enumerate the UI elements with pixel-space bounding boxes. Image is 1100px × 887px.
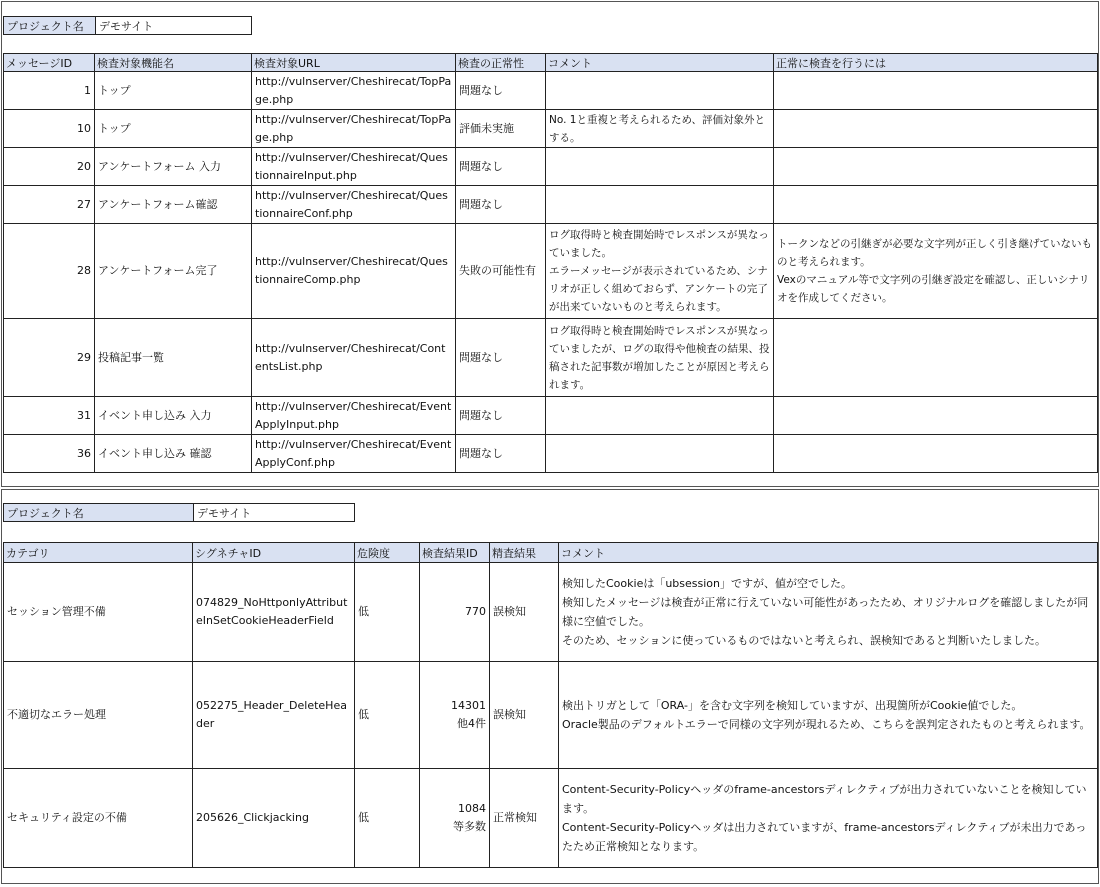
- project-info-2: [3, 503, 355, 522]
- project-info-1: [3, 16, 252, 35]
- message-id: 1: [4, 72, 95, 110]
- message-id: 27: [4, 186, 95, 224]
- status: 問題なし: [456, 435, 546, 473]
- header-comment: コメント: [559, 543, 1098, 563]
- table-row: [4, 148, 1098, 186]
- fix: トークンなどの引継ぎが必要な文字列が正しく引き継げていないものと考えられます。 Vexのマニュアル等で文字列の引継ぎ設定を確認し、正しいシナリオを作成してください。: [774, 224, 1098, 319]
- table-row: [4, 662, 1098, 769]
- comment: Content-Security-Policyヘッダのframe-ancestorsディレクティブが出力されていないことを検知しています。 Content-Security-Policyヘッダは出力されていますが、frame-ancestorsディレクティブが未出力であったため正常検知となります。: [559, 769, 1098, 868]
- comment: [546, 148, 774, 186]
- fix: [774, 319, 1098, 397]
- fix: [774, 186, 1098, 224]
- review: 正常検知: [490, 769, 559, 868]
- project-value: デモサイト: [194, 504, 355, 522]
- status: 問題なし: [456, 397, 546, 435]
- table-row: [4, 769, 1098, 868]
- fix: [774, 72, 1098, 110]
- message-id: 10: [4, 110, 95, 148]
- target-url: http://vulnserver/Cheshirecat/ContentsList.php: [252, 319, 456, 397]
- result-id: 14301 他4件: [420, 662, 490, 769]
- table-row: [4, 397, 1098, 435]
- message-table: [3, 53, 1098, 473]
- header-result-id: 検査結果ID: [420, 543, 490, 563]
- comment: [546, 397, 774, 435]
- status: 問題なし: [456, 319, 546, 397]
- signature-id: 205626_Clickjacking: [193, 769, 355, 868]
- fix: [774, 110, 1098, 148]
- comment: [546, 72, 774, 110]
- target-url: http://vulnserver/Cheshirecat/QuestionnaireConf.php: [252, 186, 456, 224]
- header-status: 検査の正常性: [456, 54, 546, 72]
- header-comment: コメント: [546, 54, 774, 72]
- comment: ログ取得時と検査開始時でレスポンスが異なっていました。 エラーメッセージが表示されているため、シナリオが正しく組めておらず、アンケートの完了が出来ていないものと考えられます。: [546, 224, 774, 319]
- category: セッション管理不備: [4, 563, 193, 662]
- result-id: 770: [420, 563, 490, 662]
- message-id: 20: [4, 148, 95, 186]
- header-signature-id: シグネチャID: [193, 543, 355, 563]
- message-id: 31: [4, 397, 95, 435]
- review: 誤検知: [490, 563, 559, 662]
- function-name: トップ: [95, 110, 252, 148]
- header-fix: 正常に検査を行うには: [774, 54, 1098, 72]
- target-url: http://vulnserver/Cheshirecat/TopPage.php: [252, 72, 456, 110]
- message-id: 36: [4, 435, 95, 473]
- target-url: http://vulnserver/Cheshirecat/EventApplyInput.php: [252, 397, 456, 435]
- status: 失敗の可能性有: [456, 224, 546, 319]
- project-label: プロジェクト名: [4, 504, 194, 522]
- table-row: [4, 224, 1098, 319]
- target-url: http://vulnserver/Cheshirecat/EventApplyConf.php: [252, 435, 456, 473]
- function-name: 投稿記事一覧: [95, 319, 252, 397]
- status: 問題なし: [456, 72, 546, 110]
- header-function-name: 検査対象機能名: [95, 54, 252, 72]
- function-name: トップ: [95, 72, 252, 110]
- signature-id: 074829_NoHttponlyAttributeInSetCookieHeaderField: [193, 563, 355, 662]
- target-url: http://vulnserver/Cheshirecat/QuestionnaireComp.php: [252, 224, 456, 319]
- header-category: カテゴリ: [4, 543, 193, 563]
- comment: No. 1と重複と考えられるため、評価対象外とする。: [546, 110, 774, 148]
- header-risk: 危険度: [355, 543, 420, 563]
- risk: 低: [355, 563, 420, 662]
- project-label: プロジェクト名: [4, 17, 96, 35]
- comment: [546, 435, 774, 473]
- function-name: イベント申し込み 確認: [95, 435, 252, 473]
- comment: 検知したCookieは「ubsession」ですが、値が空でした。 検知したメッセージは検査が正常に行えていない可能性があったため、オリジナルログを確認しましたが同様に空値でした。 そのため、セッションに使っているものではないと考えられ、誤検知であると判断いたしました。: [559, 563, 1098, 662]
- function-name: アンケートフォーム 入力: [95, 148, 252, 186]
- message-id: 28: [4, 224, 95, 319]
- table-row: [4, 72, 1098, 110]
- header-message-id: メッセージID: [4, 54, 95, 72]
- table-row: [4, 186, 1098, 224]
- review: 誤検知: [490, 662, 559, 769]
- risk: 低: [355, 662, 420, 769]
- status: 問題なし: [456, 186, 546, 224]
- project-value: デモサイト: [96, 17, 252, 35]
- fix: [774, 397, 1098, 435]
- status: 評価未実施: [456, 110, 546, 148]
- target-url: http://vulnserver/Cheshirecat/TopPage.php: [252, 110, 456, 148]
- message-id: 29: [4, 319, 95, 397]
- table-row: [4, 110, 1098, 148]
- target-url: http://vulnserver/Cheshirecat/QuestionnaireInput.php: [252, 148, 456, 186]
- category: 不適切なエラー処理: [4, 662, 193, 769]
- risk: 低: [355, 769, 420, 868]
- header-url: 検査対象URL: [252, 54, 456, 72]
- function-name: イベント申し込み 入力: [95, 397, 252, 435]
- table-row: [4, 563, 1098, 662]
- header-review: 精査結果: [490, 543, 559, 563]
- category: セキュリティ設定の不備: [4, 769, 193, 868]
- fix: [774, 435, 1098, 473]
- finding-table: [3, 542, 1098, 868]
- signature-id: 052275_Header_DeleteHeader: [193, 662, 355, 769]
- function-name: アンケートフォーム確認: [95, 186, 252, 224]
- table-row: [4, 319, 1098, 397]
- comment: 検出トリガとして「ORA-」を含む文字列を検知していますが、出現箇所がCookie値でした。 Oracle製品のデフォルトエラーで同様の文字列が現れるため、こちらを誤判定されたものと考えられます。: [559, 662, 1098, 769]
- comment: ログ取得時と検査開始時でレスポンスが異なっていましたが、ログの取得や他検査の結果、投稿された記事数が増加したことが原因と考えられます。: [546, 319, 774, 397]
- function-name: アンケートフォーム完了: [95, 224, 252, 319]
- table-row: [4, 435, 1098, 473]
- result-id: 1084 等多数: [420, 769, 490, 868]
- fix: [774, 148, 1098, 186]
- comment: [546, 186, 774, 224]
- status: 問題なし: [456, 148, 546, 186]
